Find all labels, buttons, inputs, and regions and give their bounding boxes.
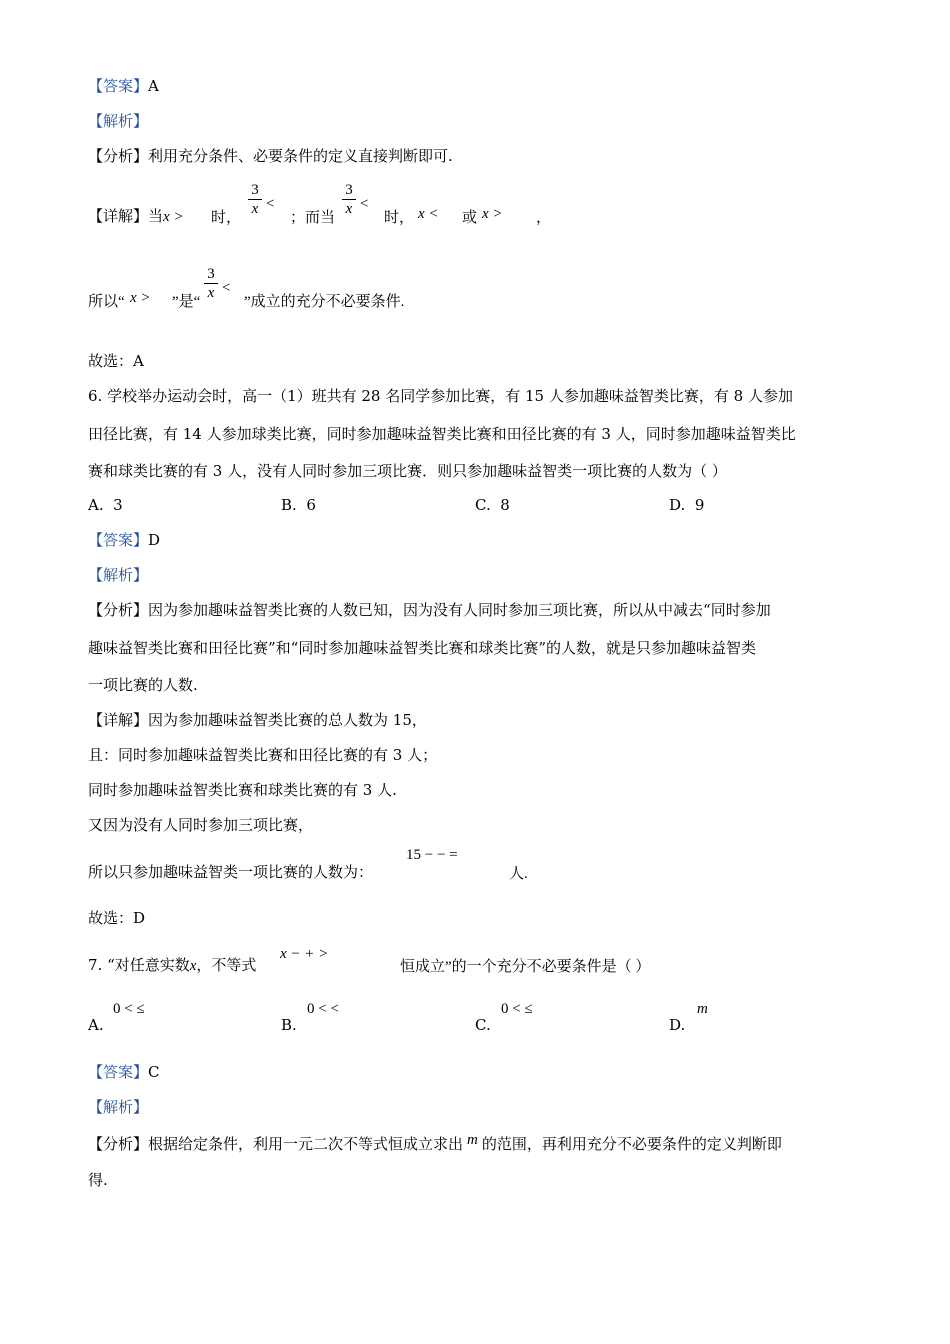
q7-option-d — [669, 1015, 685, 1035]
var-m: m — [467, 1132, 478, 1148]
jiexi-tag: 【解析】 — [88, 112, 149, 130]
xiangjie-tag: 【详解】 — [88, 207, 149, 225]
frac-bar — [204, 283, 218, 284]
chengli-text: ”成立的充分不必要条件. — [244, 294, 405, 310]
q7-stem-c: 恒成立”的一个充分不必要条件是（ ） — [400, 959, 651, 975]
q6-fenxi-1 — [88, 600, 771, 620]
fenxi-text: 的范围，再利用充分不必要条件的定义判断即 — [481, 1135, 782, 1153]
frac-numerator: 3 — [207, 266, 215, 282]
option-label: A. — [88, 1016, 104, 1034]
detail-huo: 或 — [462, 210, 478, 226]
frac-numerator: 3 — [251, 182, 259, 198]
option-label: C. — [475, 1016, 491, 1034]
var-x: x — [189, 958, 197, 974]
fenxi-line — [88, 146, 453, 166]
xiangjie-tag: 【详解】 — [88, 711, 149, 729]
q6-equation: 15 − − = — [406, 847, 458, 863]
q7-option-a-expr: 0 < ≤ — [113, 1001, 145, 1017]
option-label: B. — [281, 1016, 297, 1034]
q6-option-b — [281, 495, 316, 515]
option-label: B. — [281, 496, 297, 514]
answer-tag: 【答案】 — [88, 1063, 149, 1081]
fenxi-text: 因为参加趣味益智类比赛的人数已知，因为没有人同时参加三项比赛，所以从中减去“同时参加 — [148, 601, 771, 619]
option-value: 9 — [694, 496, 705, 514]
answer-tag: 【答案】 — [88, 531, 149, 549]
detail-comma: ， — [536, 210, 552, 226]
q6-stem-1: 6. 学校举办运动会时，高一（1）班共有 28 名同学参加比赛，有 15 人参加趣味益智类比赛，有 8 人参加 — [88, 387, 793, 405]
detail-text: 因为参加趣味益智类比赛的总人数为 15， — [148, 711, 427, 729]
detail-shi2: 时， — [384, 210, 415, 226]
frac-bar — [248, 199, 262, 200]
q7-option-b — [281, 1015, 297, 1035]
fraction-3-over-x-3 — [204, 266, 218, 301]
q7-option-b-expr: 0 < < — [307, 1001, 339, 1017]
fraction-3-over-x-2 — [342, 182, 356, 217]
xiangjie-line — [88, 206, 184, 227]
answer-value: C — [148, 1063, 160, 1081]
frac-denominator: x — [345, 201, 353, 217]
q7-stem-a — [88, 955, 256, 976]
x-gt-2: x > — [482, 206, 503, 222]
option-label: A. — [88, 496, 104, 514]
q6-option-c — [475, 495, 510, 515]
q7-fenxi-2: 得. — [88, 1171, 108, 1189]
answer-tag: 【答案】 — [88, 77, 149, 95]
suoyi-text: 所以“ — [88, 294, 125, 310]
q6-fenxi-2: 趣味益智类比赛和田径比赛”和“同时参加趣味益智类比赛和球类比赛”的人数，就是只参加趣味益智类 — [88, 639, 757, 657]
answer-value: D — [148, 531, 161, 549]
q6-option-a — [88, 495, 123, 515]
fraction-3-over-x — [248, 182, 262, 217]
stem-text: 7. “对任意实数 — [88, 956, 190, 974]
fenxi-tag: 【分析】 — [88, 1135, 149, 1153]
q7-jiexi-tag: 【解析】 — [88, 1098, 149, 1116]
q6-stem-3: 赛和球类比赛的有 3 人，没有人同时参加三项比赛．则只参加趣味益智类一项比赛的人数为（ ） — [88, 462, 727, 480]
guxuan-6: 故选：D — [88, 909, 146, 927]
option-value: 6 — [306, 496, 316, 514]
option-label: D. — [669, 496, 686, 514]
detail-shi: 时， — [211, 210, 242, 226]
q6-answer-line — [88, 530, 160, 550]
fenxi-text: 根据给定条件，利用一元二次不等式恒成立求出 — [148, 1135, 464, 1153]
frac-bar — [342, 199, 356, 200]
q6-jiexi-tag: 【解析】 — [88, 566, 149, 584]
detail-semi: ；而当 — [290, 210, 336, 226]
answer-line — [88, 76, 159, 96]
lt-sign-2: < — [360, 196, 369, 212]
q6-detail-5: 所以只参加趣味益智类一项比赛的人数为： — [88, 863, 374, 881]
option-value: 3 — [113, 496, 123, 514]
q7-fenxi-1 — [88, 1134, 782, 1155]
q7-option-d-expr: m — [697, 1001, 708, 1017]
q6-option-d — [669, 495, 704, 515]
x-gt-3: x > — [130, 290, 151, 306]
q7-option-c-expr: 0 < ≤ — [501, 1001, 533, 1017]
q7-inequality: x − + > — [280, 946, 329, 962]
lt-sign: < — [266, 196, 275, 212]
answer-value: A — [148, 77, 159, 95]
q6-stem-2: 田径比赛，有 14 人参加球类比赛，同时参加趣味益智类比赛和田径比赛的有 3 人，同时参加趣味益智类比 — [88, 425, 796, 443]
q6-fenxi-3: 一项比赛的人数. — [88, 676, 198, 694]
x-lt: x < — [418, 206, 439, 222]
option-label: C. — [475, 496, 491, 514]
x-gt: x > — [163, 209, 184, 225]
frac-denominator: x — [207, 285, 215, 301]
q7-option-c — [475, 1015, 491, 1035]
frac-denominator: x — [251, 201, 259, 217]
stem-text: ，不等式 — [196, 956, 257, 974]
detail-when: 当 — [148, 207, 164, 225]
fenxi-text: 利用充分条件、必要条件的定义直接判断即可. — [148, 147, 453, 165]
fenxi-tag: 【分析】 — [88, 147, 149, 165]
q7-option-a — [88, 1015, 104, 1035]
q6-xiangjie-1 — [88, 710, 427, 730]
q6-detail-4: 又因为没有人同时参加三项比赛， — [88, 816, 314, 834]
q7-answer-line — [88, 1062, 160, 1082]
q6-ren: 人. — [509, 866, 528, 882]
option-value: 8 — [500, 496, 510, 514]
frac-numerator: 3 — [345, 182, 353, 198]
shi-quote: ”是“ — [172, 294, 201, 310]
q6-detail-3: 同时参加趣味益智类比赛和球类比赛的有 3 人. — [88, 781, 397, 799]
lt-sign-3: < — [222, 280, 231, 296]
q6-detail-2: 且：同时参加趣味益智类比赛和田径比赛的有 3 人； — [88, 746, 438, 764]
option-label: D. — [669, 1016, 686, 1034]
guxuan-5: 故选：A — [88, 352, 144, 370]
fenxi-tag: 【分析】 — [88, 601, 149, 619]
